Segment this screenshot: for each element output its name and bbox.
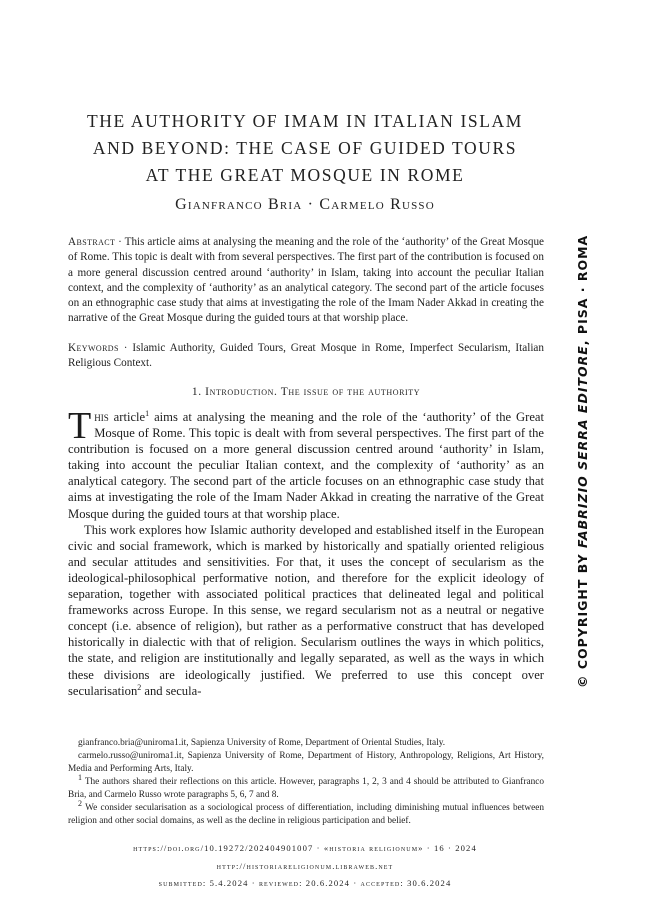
copyright-publisher: FABRIZIO SERRA EDITORE bbox=[575, 345, 590, 548]
keywords-text: Islamic Authority, Guided Tours, Great Mosque in Rome, Imperfect Secularism, Italian Religious Context. bbox=[68, 342, 544, 370]
footnote bbox=[68, 798, 544, 828]
title-line: AND BEYOND: THE CASE OF GUIDED TOURS bbox=[92, 138, 518, 158]
title-line: THE AUTHORITY OF IMAM IN ITALIAN ISLAM bbox=[87, 111, 523, 131]
footnote-mark: 1 bbox=[78, 772, 82, 782]
section-heading: 1. Introduction. The issue of the authority bbox=[191, 386, 421, 398]
copyright-suffix: , PISA · ROMA bbox=[575, 234, 590, 346]
keywords-separator: · bbox=[118, 342, 133, 354]
article-body bbox=[68, 405, 544, 699]
opening-small-caps: his bbox=[94, 410, 109, 424]
footnote bbox=[68, 772, 544, 802]
footnote-ref: 1 bbox=[145, 408, 150, 418]
drop-cap: T bbox=[68, 405, 92, 447]
footnote-text: The authors shared their reflections on this article. However, paragraphs 1, 2, 3 and 4 should be attributed to Gianfranco Bria, and Carmelo Russo wrote paragraphs 5, 6, 7 and 8. bbox=[68, 777, 544, 800]
footnotes bbox=[68, 737, 544, 828]
keywords bbox=[68, 341, 544, 372]
paragraph-text: aims at analysing the meaning and the role of the ‘authority’ of the Great Mosque of Rome. This topic is dealt with from several perspectives. The first part of the contribution is focused on a more general discussion centred around ‘authority’ in Islam, taking into account the peculiar Italian context, and the complexity of ‘authority’ as an analytical category. The second part of the article focuses on an ethnographic case study that aims at investigating the role of the Imam Nader Akkad in creating the narrative of the Great Mosque during the guided tours at that worship place. bbox=[68, 410, 544, 521]
article-title bbox=[60, 108, 550, 189]
copyright-prefix: © COPYRIGHT BY bbox=[575, 548, 590, 688]
abstract-separator: · bbox=[115, 236, 125, 248]
body-paragraph bbox=[68, 522, 544, 699]
copyright-notice bbox=[575, 235, 590, 688]
abstract-label: Abstract bbox=[68, 236, 116, 248]
doi-line: https://doi.org/10.19272/202404901007 · «historia religionum» · 16 · 2024 bbox=[133, 843, 477, 853]
author-affiliation: gianfranco.bria@uniroma1.it, Sapienza University of Rome, Department of Oriental Studies, Italy. bbox=[78, 738, 446, 748]
abstract-text: This article aims at analysing the meaning and the role of the ‘authority’ of the Great Mosque of Rome. This topic is dealt with from several perspectives. The first part of the contribution is focused on a more general discussion centred around ‘authority’ in Islam, taking into account the peculiar Italian context, and the complexity of ‘authority’ as an analytical category. The second part of the article focuses on an ethnographic case study that aims at investigating the role of the Imam Nader Akkad in creating the narrative of the Great Mosque during the guided tours at that worship place. bbox=[68, 236, 544, 325]
title-line: AT THE GREAT MOSQUE IN ROME bbox=[145, 165, 465, 185]
abstract bbox=[68, 235, 544, 327]
footnote-mark: 2 bbox=[78, 798, 82, 808]
page-footer bbox=[60, 840, 550, 893]
submission-dates: submitted: 5.4.2024 · reviewed: 20.6.2024 · accepted: 30.6.2024 bbox=[158, 878, 452, 888]
paragraph-text: and secula- bbox=[141, 683, 202, 698]
opening-word: article bbox=[108, 410, 146, 424]
footnote-ref: 2 bbox=[137, 682, 142, 692]
article-authors: Gianfranco Bria · Carmelo Russo bbox=[175, 196, 435, 213]
author-affiliation: carmelo.russo@uniroma1.it, Sapienza University of Rome, Department of History, Anthropology, Religions, Art History, Media and Performing Arts, Italy. bbox=[68, 751, 544, 774]
footnote-text: We consider secularisation as a sociological process of differentiation, including diminishing mutual influences between religion and other social domains, as well as the decline in religious participation and belief. bbox=[68, 803, 544, 826]
body-paragraph bbox=[68, 405, 544, 522]
paragraph-text: This work explores how Islamic authority developed and established itself in the European civic and social framework, which is marked by historically and spatially oriented religious and secular attitudes and sensitivities. For that, it uses the concept of secularism as the ideological-philosophical performative notion, and therefore for the explicit ideology of separation, together with associated political practices that delineated legal and political frameworks across Europe. In this sense, we regard secularism not as a neutral or negative concept (i.e. absence of religion), but rather as a performative construct that has developed historically in dialectic with that of religion. Secularism outlines the ways in which politics, the state, and religion are institutionally and legally separated, as well as the ways in which these divisions are ideologically justified. We preferred to use this concept over secularisation bbox=[68, 522, 544, 698]
keywords-label: Keywords bbox=[68, 342, 119, 354]
journal-url: http://historiareligionum.libraweb.net bbox=[216, 860, 394, 871]
